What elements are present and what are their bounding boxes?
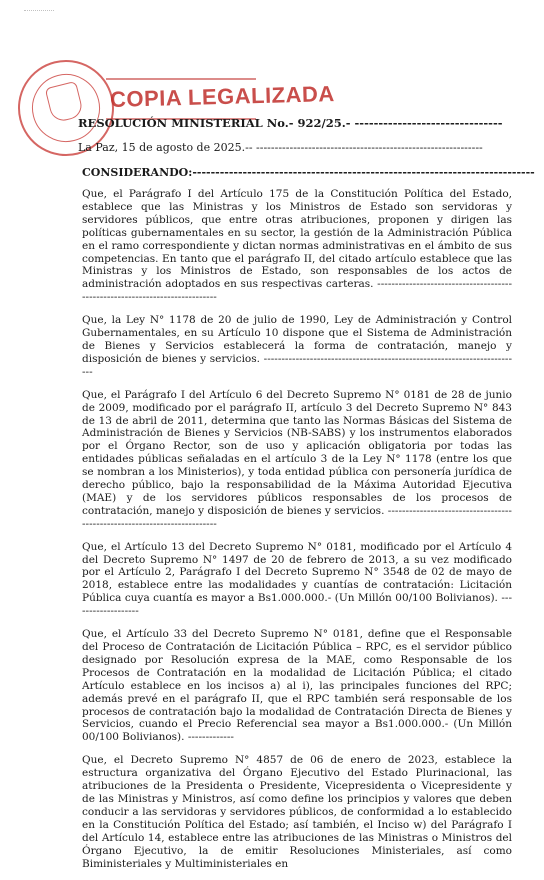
paragraph: Que, el Decreto Supremo N° 4857 de 06 de enero de 2023, establece la estructura organizativa del Órgano Ejecutivo del Estado Plurinacional, las atribuciones de la Presidenta o Presidente, Vicepresidenta o Vicepresidente y de las Ministras y Ministros, así como define los principios y valores que deben conducir a las servidoras y servidores públicos, de conformidad a lo establecido en la Constitución Política del Estado; así también, el Inciso w) del Parágrafo I del Artículo 14, establece entre las atribuciones de las Ministras o Ministros del Órgano Ejecutivo, la de emitir Resoluciones Ministeriales, así como Biministeriales y Multiministeriales en <box>82 754 512 870</box>
copia-legalizada-stamp: COPIA LEGALIZADA <box>109 81 336 112</box>
date-line: La Paz, 15 de agosto de 2025.-- ------------------------------------------------------------- <box>78 141 483 154</box>
paragraph: Que, la Ley N° 1178 de 20 de julio de 1990, Ley de Administración y Control Gubernamentales, en su Artículo 10 dispone que el Sistema de Administración de Bienes y Servicios establecerá la forma de contratación, manejo y disposición de bienes y servicios. ------------------------------------------------------------------------- <box>82 314 512 378</box>
scan-marks <box>24 10 54 27</box>
paragraph: Que, el Parágrafo I del Artículo 175 de la Constitución Política del Estado, establece que las Ministras y los Ministros de Estado son servidoras y servidores públicos, que entre otras atribuciones, proponen y dirigen las políticas gubernamentales en su sector, la gestión de la Administración Pública en el ramo correspondiente y dictan normas administrativas en el ámbito de sus competencias. En tanto que el parágrafo II, del citado artículo establece que las Ministras y los Ministros de Estado, son responsables de los actos de administración adoptados en sus respectivas carteras. ---------------------------------------------------------------------------- <box>82 188 512 304</box>
resolution-heading: RESOLUCIÓN MINISTERIAL No.- 922/25.- ------------------------------- <box>78 116 503 130</box>
section-title: CONSIDERANDO:--------------------------------------------------------------------------- <box>82 166 535 179</box>
document-body <box>82 188 512 880</box>
paragraph: Que, el Parágrafo I del Artículo 6 del Decreto Supremo N° 0181 de 28 de junio de 2009, modificado por el parágrafo II, artículo 3 del Decreto Supremo N° 843 de 13 de abril de 2011, determina que tanto las Normas Básicas del Sistema de Administración de Bienes y Servicios (NB-SABS) y los instrumentos elaborados por el Órgano Rector, son de uso y aplicación obligatoria por todas las entidades públicas señaladas en el artículo 3 de la Ley N° 1178 (entre los que se nombran a los Ministerios), y toda entidad pública con personería jurídica de derecho público, bajo la responsabilidad de la Máxima Autoridad Ejecutiva (MAE) y de los servidores públicos responsables de los procesos de contratación, manejo y disposición de bienes y servicios. ------------------------------------------------------------------------- <box>82 388 512 530</box>
paragraph: Que, el Artículo 33 del Decreto Supremo N° 0181, define que el Responsable del Proceso de Contratación de Licitación Pública – RPC, es el servidor público designado por Resolución expresa de la MAE, como Responsable de los Procesos de Contratación en la modalidad de Licitación Pública; el citado Artículo establece en los incisos a) al i), las principales funciones del RPC; además prevé en el parágrafo II, que el RPC también será responsable de los procesos de contratación bajo la modalidad de Contratación Directa de Bienes y Servicios, cuando el Precio Referencial sea mayor a Bs1.000.000.- (Un Millón 00/100 Bolivianos). ------------- <box>82 628 512 744</box>
paragraph: Que, el Artículo 13 del Decreto Supremo N° 0181, modificado por el Artículo 4 del Decreto Supremo N° 1497 de 20 de febrero de 2013, a su vez modificado por el Artículo 2, Parágrafo I del Decreto Supremo N° 3548 de 02 de mayo de 2018, establece entre las modalidades y cuantías de contratación: Licitación Pública cuya cuantía es mayor a Bs1.000.000.- (Un Millón 00/100 Bolivianos). ------------------- <box>82 540 512 618</box>
